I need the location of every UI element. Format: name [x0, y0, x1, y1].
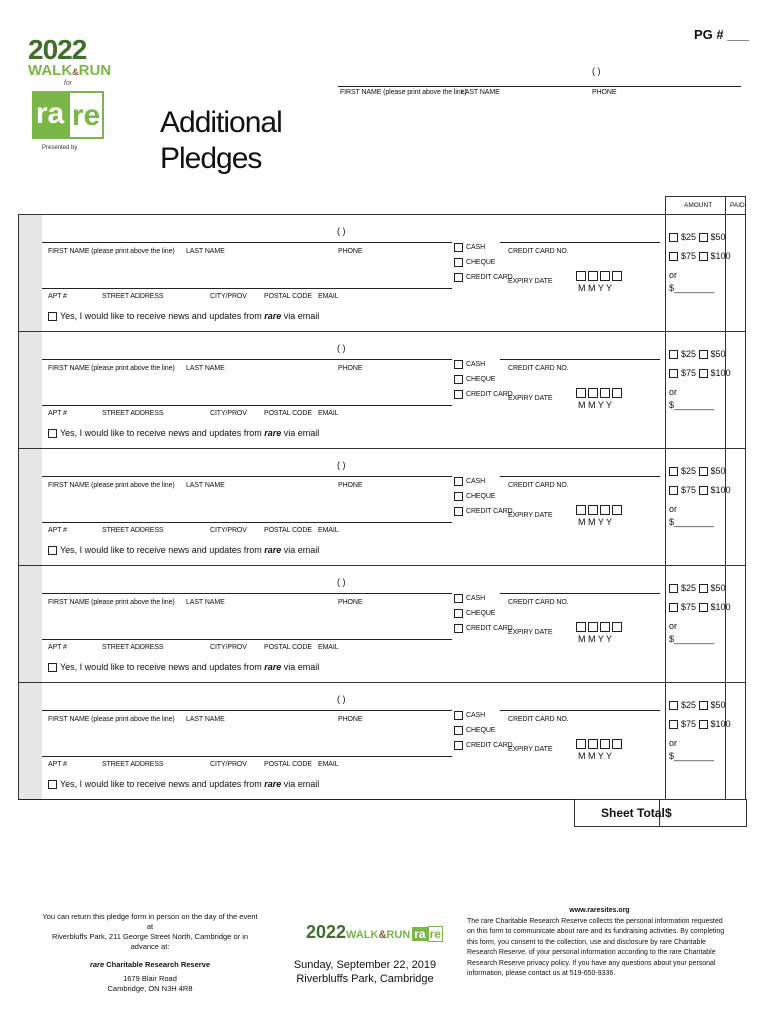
page-title	[160, 105, 282, 177]
row-email-label: EMAIL	[318, 527, 339, 534]
row-apt-label: APT #	[48, 644, 67, 651]
row-last-name-label: LAST NAME	[186, 599, 225, 606]
cash-checkbox[interactable]	[454, 477, 463, 486]
row-city-label: CITY/PROV	[210, 527, 247, 534]
amount-75-checkbox[interactable]	[669, 369, 678, 378]
row-consent[interactable]: Yes, I would like to receive news and updates from rare via email	[48, 311, 319, 321]
footer-address-2: Cambridge, ON N3H 4R8	[107, 984, 193, 993]
consent-checkbox[interactable]	[48, 312, 57, 321]
sheet-total-label: Sheet Total	[601, 806, 665, 820]
row-city-label: CITY/PROV	[210, 644, 247, 651]
amount-75-checkbox[interactable]	[669, 252, 678, 261]
cash-checkbox[interactable]	[454, 243, 463, 252]
amount-25-checkbox[interactable]	[669, 701, 678, 710]
row-cc-number-label: CREDIT CARD NO.	[508, 248, 569, 255]
consent-checkbox[interactable]	[48, 663, 57, 672]
amount-other-field[interactable]: $________	[669, 634, 715, 644]
row-consent[interactable]: Yes, I would like to receive news and updates from rare via email	[48, 662, 319, 672]
row-phone-parens: ( )	[337, 460, 346, 470]
row-city-label: CITY/PROV	[210, 761, 247, 768]
row-amount-options[interactable]: $25 $50 $75 $100 or $________	[669, 696, 731, 766]
row-last-name-label: LAST NAME	[186, 482, 225, 489]
amount-other-field[interactable]: $________	[669, 751, 715, 761]
footer-event-date: Sunday, September 22, 2019	[293, 959, 437, 971]
row-expiry-label: EXPIRY DATE	[508, 278, 553, 285]
row-expiry-label: EXPIRY DATE	[508, 512, 553, 519]
cheque-checkbox[interactable]	[454, 258, 463, 267]
row-mmyy: M M Y Y	[578, 400, 613, 410]
cash-checkbox[interactable]	[454, 594, 463, 603]
row-street-label: STREET ADDRESS	[102, 761, 164, 768]
row-consent[interactable]: Yes, I would like to receive news and updates from rare via email	[48, 545, 319, 555]
footer-website[interactable]: www.raresites.org	[569, 907, 630, 914]
row-cc-number-label: CREDIT CARD NO.	[508, 365, 569, 372]
amount-25-checkbox[interactable]	[669, 233, 678, 242]
header-first-name-label: FIRST NAME (please print above the line)	[340, 89, 467, 96]
consent-checkbox[interactable]	[48, 429, 57, 438]
amount-50-checkbox[interactable]	[699, 701, 708, 710]
title-line-1: Additional	[160, 106, 282, 139]
row-phone-parens: ( )	[337, 577, 346, 587]
cheque-checkbox[interactable]	[454, 609, 463, 618]
row-first-name-label: FIRST NAME (please print above the line)	[48, 716, 175, 723]
row-amount-options[interactable]: $25 $50 $75 $100 or $________	[669, 579, 731, 649]
row-city-label: CITY/PROV	[210, 410, 247, 417]
amount-75-checkbox[interactable]	[669, 720, 678, 729]
row-postal-label: POSTAL CODE	[264, 761, 312, 768]
row-mmyy: M M Y Y	[578, 634, 613, 644]
row-first-name-label: FIRST NAME (please print above the line)	[48, 599, 175, 606]
row-payment-method[interactable]: CASH CHEQUE CREDIT CARD	[454, 474, 513, 519]
row-email-label: EMAIL	[318, 761, 339, 768]
row-expiry-label: EXPIRY DATE	[508, 629, 553, 636]
amount-other-field[interactable]: $________	[669, 517, 715, 527]
footer-logo: 2022WALK&RUN ra re	[306, 922, 441, 942]
row-payment-method[interactable]: CASH CHEQUE CREDIT CARD	[454, 357, 513, 402]
credit-card-checkbox[interactable]	[454, 741, 463, 750]
title-line-2: Pledges	[160, 142, 262, 175]
row-mmyy: M M Y Y	[578, 751, 613, 761]
amount-25-checkbox[interactable]	[669, 584, 678, 593]
amount-column-header: AMOUNT	[684, 202, 713, 209]
row-mmyy: M M Y Y	[578, 517, 613, 527]
logo-rare-right: re	[68, 91, 104, 139]
row-phone-parens: ( )	[337, 343, 346, 353]
row-first-name-label: FIRST NAME (please print above the line)	[48, 482, 175, 489]
cheque-checkbox[interactable]	[454, 492, 463, 501]
amount-50-checkbox[interactable]	[699, 350, 708, 359]
row-apt-label: APT #	[48, 527, 67, 534]
footer-left-line-1: You can return this pledge form in person on the day of the event at	[42, 912, 258, 931]
row-postal-label: POSTAL CODE	[264, 293, 312, 300]
row-last-name-label: LAST NAME	[186, 248, 225, 255]
cash-checkbox[interactable]	[454, 711, 463, 720]
row-apt-label: APT #	[48, 761, 67, 768]
amount-75-checkbox[interactable]	[669, 603, 678, 612]
footer-event-place: Riverbluffs Park, Cambridge	[296, 973, 434, 985]
footer-event-info	[290, 958, 440, 986]
header-phone-label: PHONE	[592, 89, 617, 96]
row-payment-method[interactable]: CASH CHEQUE CREDIT CARD	[454, 708, 513, 753]
logo-amp: &	[72, 67, 79, 77]
amount-other-field[interactable]: $________	[669, 283, 715, 293]
row-consent[interactable]: Yes, I would like to receive news and updates from rare via email	[48, 779, 319, 789]
header-last-name-label: LAST NAME	[461, 89, 500, 96]
row-phone-label: PHONE	[338, 482, 363, 489]
logo-rare-left: ra	[32, 91, 68, 139]
row-street-label: STREET ADDRESS	[102, 293, 164, 300]
amount-100-checkbox[interactable]	[699, 603, 708, 612]
row-apt-label: APT #	[48, 410, 67, 417]
row-street-label: STREET ADDRESS	[102, 527, 164, 534]
amount-100-checkbox[interactable]	[699, 720, 708, 729]
logo-run: RUN	[78, 62, 112, 79]
row-street-label: STREET ADDRESS	[102, 410, 164, 417]
consent-checkbox[interactable]	[48, 546, 57, 555]
consent-checkbox[interactable]	[48, 780, 57, 789]
row-amount-options[interactable]: $25 $50 $75 $100 or $________	[669, 228, 731, 298]
row-email-label: EMAIL	[318, 410, 339, 417]
amount-100-checkbox[interactable]	[699, 369, 708, 378]
logo-presented-by: Presented by	[42, 145, 78, 151]
cash-checkbox[interactable]	[454, 360, 463, 369]
footer-address-1: 1679 Blair Road	[123, 974, 177, 983]
logo-walk: WALK	[28, 62, 73, 79]
row-apt-label: APT #	[48, 293, 67, 300]
cheque-checkbox[interactable]	[454, 726, 463, 735]
header-phone-parens: ( )	[592, 66, 601, 76]
credit-card-checkbox[interactable]	[454, 390, 463, 399]
paid-column-header: PAID	[730, 202, 745, 209]
row-phone-parens: ( )	[337, 694, 346, 704]
row-payment-method[interactable]: CASH CHEQUE CREDIT CARD	[454, 240, 513, 285]
row-payment-method[interactable]: CASH CHEQUE CREDIT CARD	[454, 591, 513, 636]
footer-privacy	[467, 906, 732, 980]
row-consent[interactable]: Yes, I would like to receive news and updates from rare via email	[48, 428, 319, 438]
footer-left-line-2: Riverbluffs Park, 211 George Street North, Cambridge or in advance at:	[51, 932, 249, 951]
event-logo	[28, 35, 118, 185]
row-last-name-label: LAST NAME	[186, 365, 225, 372]
amount-other-field[interactable]: $________	[669, 400, 715, 410]
amount-25-checkbox[interactable]	[669, 467, 678, 476]
footer-org-name: rare Charitable Research Reserve	[89, 960, 211, 969]
row-postal-label: POSTAL CODE	[264, 410, 312, 417]
row-cc-number-label: CREDIT CARD NO.	[508, 482, 569, 489]
amount-75-checkbox[interactable]	[669, 486, 678, 495]
amount-50-checkbox[interactable]	[699, 584, 708, 593]
row-city-label: CITY/PROV	[210, 293, 247, 300]
sheet-total-dollar[interactable]: $	[665, 806, 672, 820]
credit-card-checkbox[interactable]	[454, 273, 463, 282]
amount-50-checkbox[interactable]	[699, 467, 708, 476]
row-amount-options[interactable]: $25 $50 $75 $100 or $________	[669, 345, 731, 415]
row-first-name-label: FIRST NAME (please print above the line)	[48, 365, 175, 372]
amount-50-checkbox[interactable]	[699, 233, 708, 242]
amount-100-checkbox[interactable]	[699, 252, 708, 261]
row-first-name-label: FIRST NAME (please print above the line)	[48, 248, 175, 255]
row-amount-options[interactable]: $25 $50 $75 $100 or $________	[669, 462, 731, 532]
footer-privacy-text: The rare Charitable Research Reserve collects the personal information requested on this form to communicate about rare and its fundraising activities. By completing this form, you consent to the collection, use and disclosure by rare Charitable Research Reserve, of your personal information according to the rare Charitable Research Reserve privacy policy. If you have any questions about your personal information, please contact us at 519-650-9336.	[467, 917, 725, 977]
row-postal-label: POSTAL CODE	[264, 644, 312, 651]
row-phone-label: PHONE	[338, 716, 363, 723]
page-number: PG # ___	[694, 27, 749, 42]
row-phone-label: PHONE	[338, 248, 363, 255]
cheque-checkbox[interactable]	[454, 375, 463, 384]
row-expiry-label: EXPIRY DATE	[508, 395, 553, 402]
footer-return-info	[40, 912, 260, 994]
row-phone-label: PHONE	[338, 599, 363, 606]
row-email-label: EMAIL	[318, 644, 339, 651]
row-last-name-label: LAST NAME	[186, 716, 225, 723]
row-cc-number-label: CREDIT CARD NO.	[508, 599, 569, 606]
row-cc-number-label: CREDIT CARD NO.	[508, 716, 569, 723]
row-expiry-label: EXPIRY DATE	[508, 746, 553, 753]
credit-card-checkbox[interactable]	[454, 624, 463, 633]
logo-year: 2022	[28, 34, 87, 65]
amount-25-checkbox[interactable]	[669, 350, 678, 359]
row-phone-label: PHONE	[338, 365, 363, 372]
credit-card-checkbox[interactable]	[454, 507, 463, 516]
amount-100-checkbox[interactable]	[699, 486, 708, 495]
row-email-label: EMAIL	[318, 293, 339, 300]
row-mmyy: M M Y Y	[578, 283, 613, 293]
row-phone-parens: ( )	[337, 226, 346, 236]
sheet-total-box	[574, 799, 747, 827]
logo-for: for	[63, 80, 73, 87]
row-postal-label: POSTAL CODE	[264, 527, 312, 534]
row-street-label: STREET ADDRESS	[102, 644, 164, 651]
